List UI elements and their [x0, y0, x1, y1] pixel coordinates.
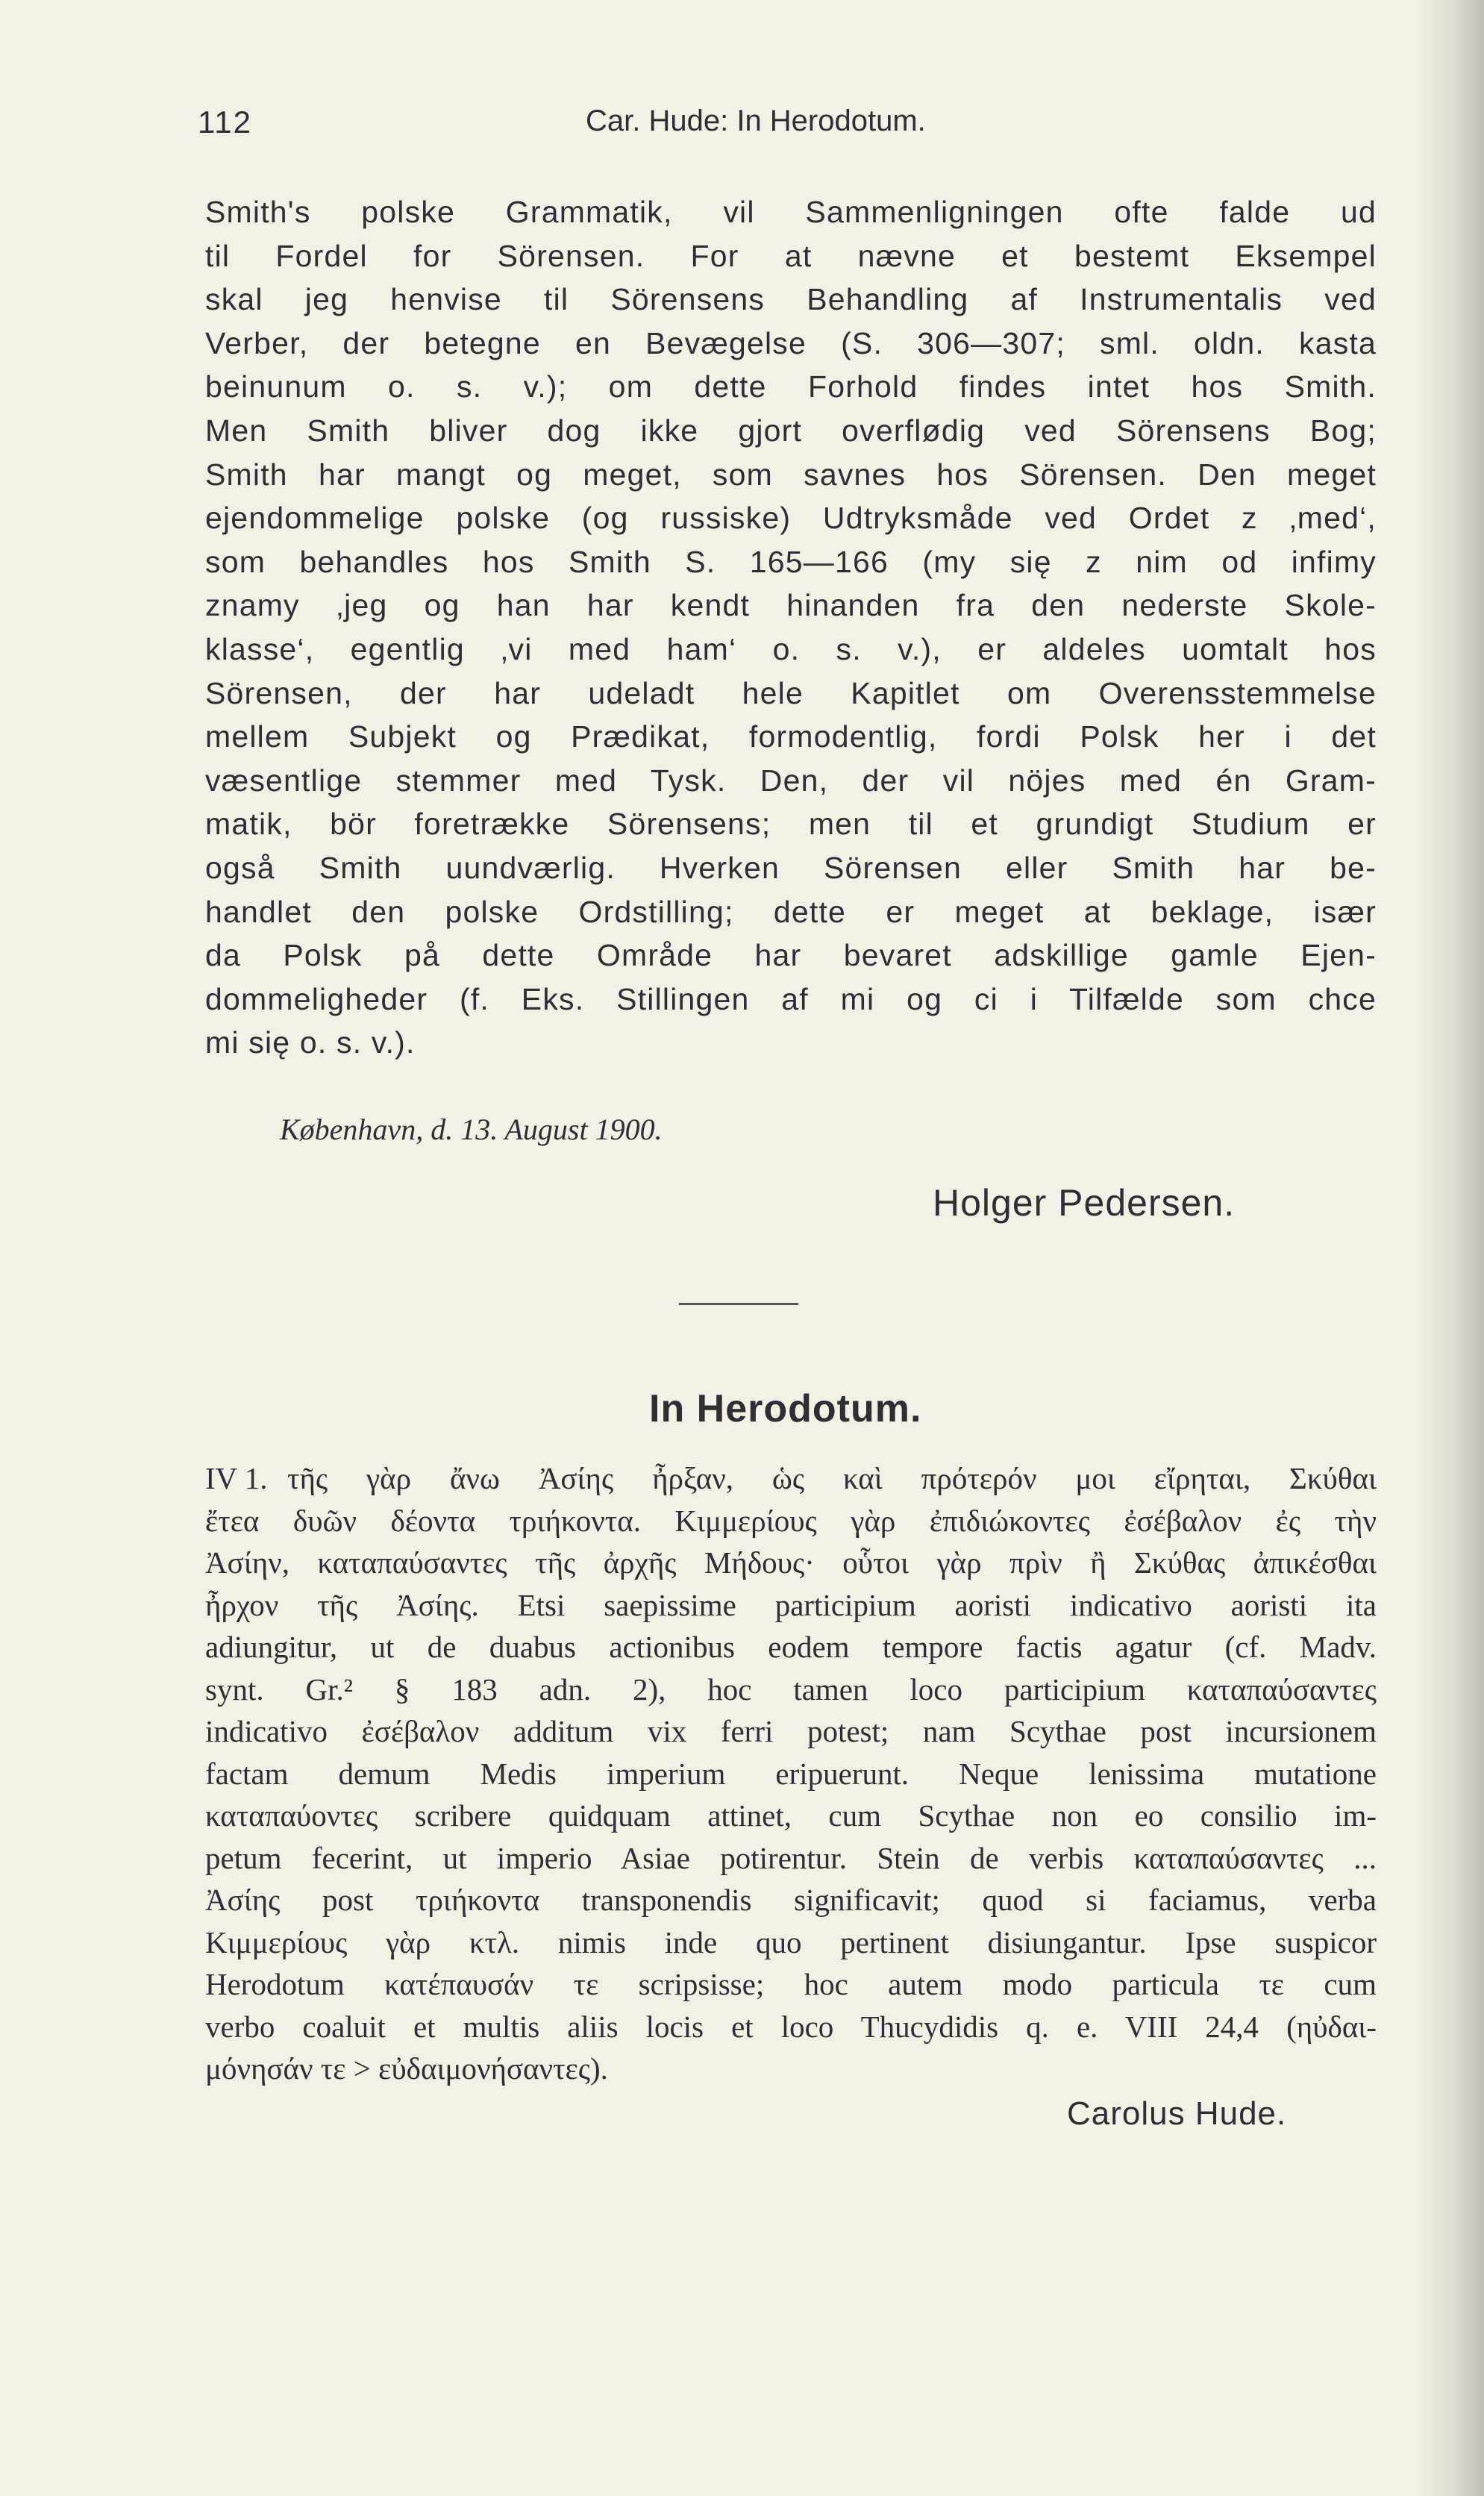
review-line: klasse‘, egentlig ‚vi med ham‘ o. s. v.), er aldeles uomtalt hos	[205, 631, 1377, 666]
note-line: Ἀσίης post τριήκοντα transponendis significavit; quod si faciamus, verba	[205, 1883, 1377, 1917]
place-date: København, d. 13. August 1900.	[280, 1113, 663, 1146]
review-line: Men Smith bliver dog ikke gjort overflødig ved Sörensens Bog;	[205, 413, 1377, 448]
note-line: Κιμμερίους γὰρ κτλ. nimis inde quo pertinent disiungantur. Ipse suspicor	[205, 1924, 1377, 1959]
review-line: znamy ‚jeg og han har kendt hinanden fra den nederste Skole-	[205, 588, 1377, 623]
section-title: In Herodotum.	[649, 1387, 922, 1430]
note-line: μόνησάν τε > εὐδαιμονήσαντες).	[205, 2051, 608, 2086]
section-divider	[679, 1303, 798, 1305]
review-line: Sörensen, der har udeladt hele Kapitlet om Overensstemmelse	[205, 675, 1377, 710]
note-line: indicativo ἐσέβαλον additum vix ferri potest; nam Scythae post incursionem	[205, 1714, 1377, 1748]
review-line: matik, bör foretrække Sörensens; men til et grundigt Studium er	[205, 807, 1377, 842]
page-header	[198, 104, 1317, 149]
note-line: petum fecerint, ut imperio Asiae potirentur. Stein de verbis καταπαύσαντες ...	[205, 1840, 1377, 1875]
review-line: beinunum o. s. v.); om dette Forhold findes intet hos Smith.	[205, 369, 1377, 404]
review-line: Smith har mangt og meget, som savnes hos Sörensen. Den meget	[205, 457, 1377, 492]
note-line: adiungitur, ut de duabus actionibus eodem tempore factis agatur (cf. Madv.	[205, 1630, 1377, 1664]
review-line: væsentlige stemmer med Tysk. Den, der vil nöjes med én Gram-	[205, 763, 1377, 798]
review-line: da Polsk på dette Område har bevaret adskillige gamle Ejen-	[205, 938, 1377, 973]
running-head: Car. Hude: In Herodotum.	[586, 104, 926, 137]
review-line: ejendommelige polske (og russiske) Udtryksmåde ved Ordet z ‚med‘,	[205, 501, 1377, 536]
review-line: Verber, der betegne en Bevægelse (S. 306—307; sml. oldn. kasta	[205, 325, 1377, 360]
note-line: Herodotum κατέπαυσάν τε scripsisse; hoc autem modo particula τε cum	[205, 1967, 1377, 2001]
note-line: synt. Gr.² § 183 adn. 2), hoc tamen loco participium καταπαύσαντες	[205, 1671, 1377, 1707]
review-text	[205, 190, 1377, 1065]
note-line: ἦρχον τῆς Ἀσίης. Etsi saepissime participium aoristi indicativo aoristi ita	[205, 1587, 1377, 1622]
passage-reference: IV 1.	[205, 1461, 268, 1495]
author-signature: Carolus Hude.	[1067, 2095, 1287, 2132]
review-line: skal jeg henvise til Sörensens Behandling af Instrumentalis ved	[205, 282, 1377, 317]
note-line: Ἀσίην, καταπαύσαντες τῆς ἀρχῆς Μήδους· οὗτοι γὰρ πρὶν ἢ Σκύθας ἀπικέσθαι	[205, 1545, 1377, 1580]
note-line: τῆς γὰρ ἄνω Ἀσίης ἦρξαν, ὡς καὶ πρότερόν μοι εἴρηται, Σκύθαι	[287, 1461, 1377, 1495]
review-line: dommeligheder (f. Eks. Stillingen af mi og ci i Tilfælde som chce	[205, 981, 1377, 1016]
note-line: ἔτεα δυῶν δέοντα τριήκοντα. Κιμμερίους γὰρ ἐπιδιώκοντες ἐσέβαλον ἐς τὴν	[205, 1503, 1377, 1538]
note-line: verbo coaluit et multis aliis locis et loco Thucydidis q. e. VIII 24,4 (ηὐδαι-	[205, 2009, 1377, 2044]
note-line: καταπαύοντες scribere quidquam attinet, cum Scythae non eo consilio im-	[205, 1798, 1377, 1833]
page-edge-shadow	[1417, 0, 1484, 2496]
author-signature: Holger Pedersen.	[933, 1182, 1236, 1224]
note-text	[205, 1457, 1377, 2090]
review-line: Smith's polske Grammatik, vil Sammenligningen ofte falde ud	[205, 195, 1377, 229]
review-line: som behandles hos Smith S. 165—166 (my się z nim od infimy	[205, 544, 1377, 579]
review-line: handlet den polske Ordstilling; dette er meget at beklage, især	[205, 894, 1377, 929]
note-line: factam demum Medis imperium eripuerunt. Neque lenissima mutatione	[205, 1756, 1377, 1791]
review-line: til Fordel for Sörensen. For at nævne et bestemt Eksempel	[205, 238, 1377, 273]
review-line: mi się o. s. v.).	[205, 1025, 416, 1060]
review-line: mellem Subjekt og Prædikat, formodentlig, fordi Polsk her i det	[205, 719, 1377, 754]
page-number: 112	[198, 104, 252, 140]
review-line: også Smith uundværlig. Hverken Sörensen eller Smith har be-	[205, 850, 1377, 885]
